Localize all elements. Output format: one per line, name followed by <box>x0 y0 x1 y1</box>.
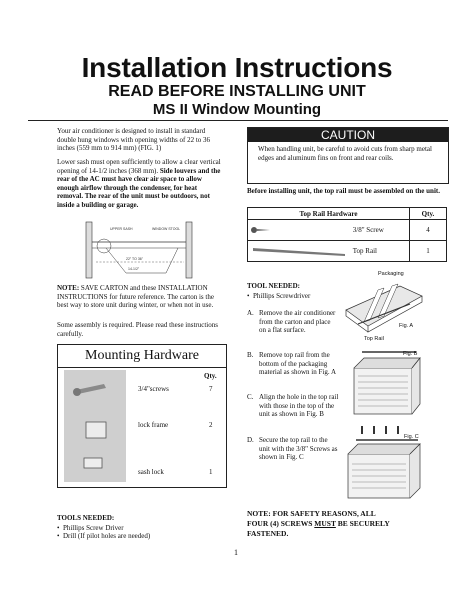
mounting-qty-header: Qty. <box>204 372 217 380</box>
hardware-parts-icon <box>64 370 126 482</box>
page-title: Installation Instructions <box>81 52 393 83</box>
step-b-letter: B. <box>247 351 254 359</box>
top-rail-header-row <box>248 208 447 220</box>
tool-needed-item-label: Phillips Screwdriver <box>252 292 311 300</box>
top-rail-rail-qty: 1 <box>410 241 447 262</box>
step-d-text: Secure the top rail to the unit with the 3/8" Screws as shown in Fig. C <box>259 436 338 462</box>
opening-plain-text: Lower sash must open sufficiently to allow a clear vertical opening of 14-1/2 inches (368 mm). <box>57 158 221 175</box>
hardware-item-sash-lock: sash lock <box>138 468 164 476</box>
step-c-letter: C. <box>247 393 254 401</box>
safety-line-3: FASTENED. <box>247 529 289 538</box>
top-rail-cell-rail <box>248 241 410 262</box>
tools-item-drill: • Drill (If pilot holes are needed) <box>57 532 151 540</box>
caution-title: CAUTION <box>248 128 448 142</box>
safety-line-2-pre: FOUR (4) SCREWS <box>247 519 315 528</box>
top-rail-table <box>247 207 447 262</box>
fig-a-packaging-label: Packaging <box>378 271 404 277</box>
fig-b-illustration <box>350 348 422 420</box>
window-illustration <box>66 218 218 280</box>
fig-a-illustration <box>340 280 426 338</box>
page-number: 1 <box>234 548 238 557</box>
mounting-hardware-box <box>57 344 227 488</box>
hardware-photo <box>64 370 126 482</box>
note-label: NOTE: <box>57 284 80 292</box>
top-rail-cell-screw <box>248 220 410 241</box>
step-a-text: Remove the air conditioner from the carton and place on a flat surface. <box>259 309 336 335</box>
fig-c-label: Fig. C <box>404 434 419 440</box>
safety-line-2 <box>247 519 457 529</box>
model-title: MS II Window Mounting <box>152 101 322 118</box>
opening-bold-text: Side louvers and the rear of the AC must have clear air space to allow enough airflow through the condenser, for heat removal. The rear of the unit must be outdoors, not inside a building or garage. <box>57 166 221 209</box>
tools-item-drill-label: Drill (If pilot holes are needed) <box>62 532 151 540</box>
safety-line-1: NOTE: FOR SAFETY REASONS, ALL <box>247 509 376 518</box>
top-rail-rail-label: Top Rail <box>352 246 377 255</box>
fig-a-top-rail-label: Top Rail <box>364 336 384 342</box>
safety-line-2-must: MUST <box>314 519 336 528</box>
hardware-qty-screws: 7 <box>209 385 213 393</box>
top-rail-row-screw <box>248 220 447 241</box>
caution-box <box>247 127 449 184</box>
header-divider <box>28 120 448 121</box>
step-b-text: Remove top rail from the bottom of the packaging material as shown in Fig. A <box>259 351 336 377</box>
hardware-qty-sash-lock: 1 <box>209 468 213 476</box>
step-a-letter: A. <box>247 309 254 317</box>
hardware-item-screws: 3/4"screws <box>138 385 169 393</box>
note-paragraph <box>57 284 223 310</box>
step-c-text: Align the hole in the top rail with those in the top of the unit as shown in Fig. B <box>259 393 339 419</box>
top-rail-row-rail <box>248 241 447 262</box>
hardware-item-lock-frame: lock frame <box>138 421 169 429</box>
svg-text:22" TO 36": 22" TO 36" <box>126 257 143 261</box>
intro-paragraph: Your air conditioner is designed to install in standard double hung windows with opening widths of 22 to 36 inches (559 mm to 914 mm) (FIG. 1) <box>57 127 211 153</box>
top-rail-icon <box>251 246 347 256</box>
svg-text:14-1/2": 14-1/2" <box>128 267 140 271</box>
tool-needed-title: TOOL NEEDED: <box>247 282 300 290</box>
tools-item-screwdriver: • Phillips Screw Driver <box>57 524 124 532</box>
top-rail-screw-qty: 4 <box>410 220 447 241</box>
assembly-paragraph: Some assembly is required. Please read these instructions carefully. <box>57 321 218 338</box>
mounting-hardware-title: Mounting Hardware <box>58 345 226 368</box>
hardware-qty-lock-frame: 2 <box>209 421 213 429</box>
tools-item-screwdriver-label: Phillips Screw Driver <box>62 524 124 532</box>
step-d-letter: D. <box>247 436 254 444</box>
svg-text:WINDOW STOOL: WINDOW STOOL <box>152 227 181 231</box>
top-rail-header-item: Top Rail Hardware <box>248 208 410 220</box>
top-rail-screw-label: 3/8" Screw <box>352 225 384 234</box>
fig-b-label: Fig. B <box>403 351 418 357</box>
screw-icon <box>251 226 271 234</box>
safety-line-2-post: BE SECURELY <box>335 519 390 528</box>
safety-note <box>247 509 457 539</box>
note-text: SAVE CARTON and these INSTALLATION INSTRUCTIONS for future reference. The carton is the best way to store unit during winter, or when not in use. <box>57 284 214 310</box>
tool-needed-item: • Phillips Screwdriver <box>247 292 311 300</box>
svg-text:UPPER SASH: UPPER SASH <box>110 227 133 231</box>
fig-a-label: Fig. A <box>399 323 414 329</box>
caution-text: When handling unit, be careful to avoid cuts from sharp metal edges and aluminum fins on front and rear coils. <box>258 145 432 162</box>
page-subtitle: READ BEFORE INSTALLING UNIT <box>108 83 366 100</box>
opening-paragraph <box>57 158 223 210</box>
top-rail-intro: Before installing unit, the top rail must be assembled on the unit. <box>247 187 440 195</box>
top-rail-header-qty: Qty. <box>410 208 447 220</box>
tools-needed-title: TOOLS NEEDED: <box>57 514 115 522</box>
